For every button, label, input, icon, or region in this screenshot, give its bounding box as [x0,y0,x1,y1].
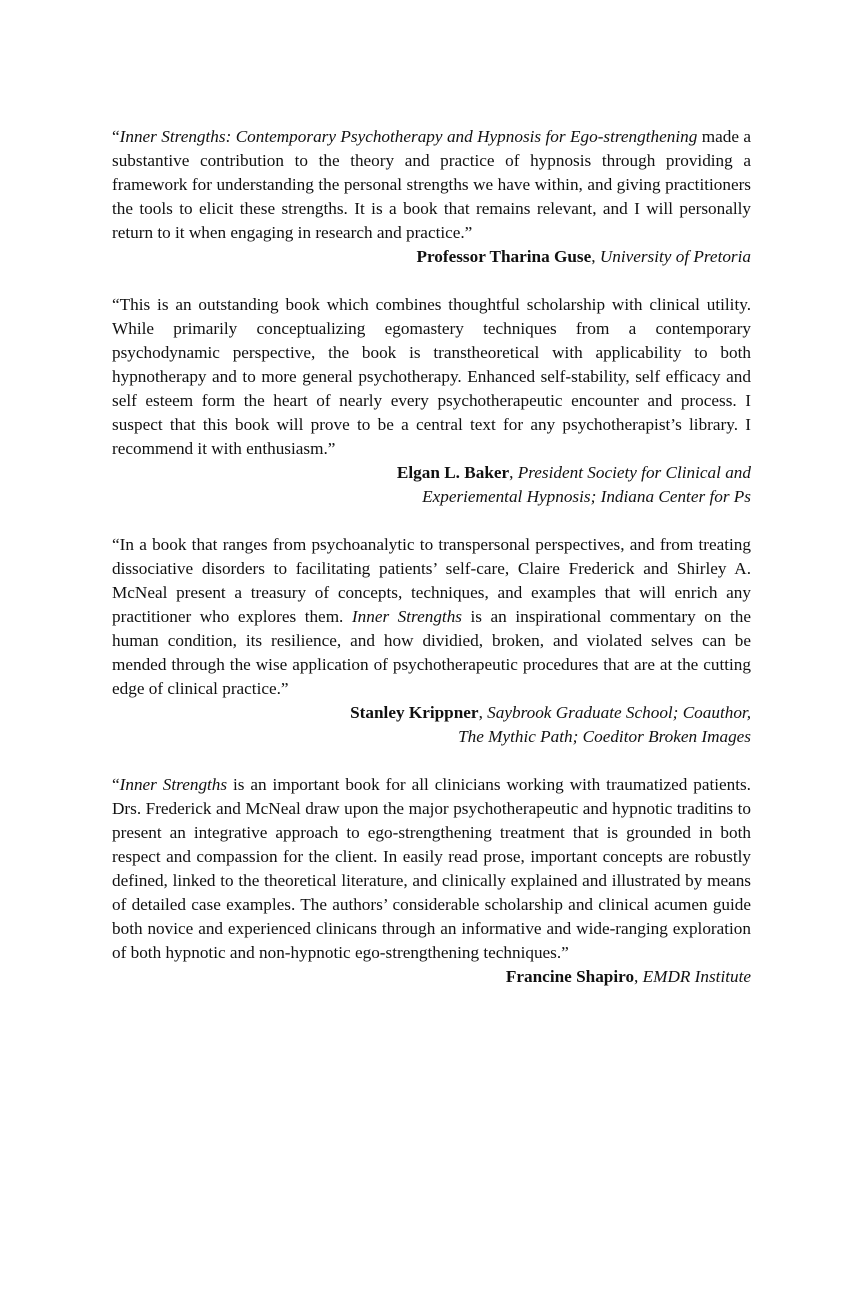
book-title: Inner Strengths [351,607,462,626]
quote-open-mark: “ [112,775,120,794]
author-affiliation: President Society for Clinical and [517,463,751,482]
quote-text: “In a book that ranges from psychoanalytic to transpersonal perspectives, and from treating dissociative disorders to facilitating patients’ self-care, Claire Frederick and Shirley A. McNeal present a treasury of concepts, techniques, and examples that will enrich any practitioner who explores them. [112,535,751,626]
testimonial-guse [112,125,751,269]
author-separator: , [591,247,600,266]
author-name: Francine Shapiro [505,967,635,986]
quote-text: is an important book for all clinicians working with traumatized patients. Drs. Frederick and McNeal draw upon the major psychotherapeutic and hypnotic traditins to present an integrative approach to ego-strengthening treatment that is grounded in both respect and compassion for the client. In easily read prose, important concepts are robustly defined, linked to the theoretical literature, and clinically explained and illustrated by means of detailed case examples. The authors’ considerable scholarship and clinical acumen guide both novice and experienced clinicans through an informative and wide-ranging exploration of both hypnotic and non-hypnotic ego-strengthening techniques.” [112,775,751,962]
testimonial-krippner [112,533,751,749]
testimonial-quote [112,773,751,965]
quote-text: “This is an outstanding book which combines thoughtful scholarship with clinical utility. While primarily conceptualizing egomastery techniques from a contemporary psychodynamic perspective, the book is transtheoretical with applicability to both hypnotherapy and to more general psychotherapy. Enhanced self-stability, self efficacy and self esteem form the heart of nearly every psychotherapeutic encounter and process. I suspect that this book will prove to be a central text for any psychotherapist’s library. I recommend it with enthusiasm.” [112,295,751,458]
author-separator: , [634,967,643,986]
testimonial-quote [112,125,751,245]
testimonial-attribution [112,461,751,509]
endorsements-page [112,125,751,1013]
author-affiliation: University of Pretoria [599,247,751,266]
testimonial-quote [112,293,751,461]
testimonial-attribution [112,965,751,989]
book-title: Inner Strengths [119,775,228,794]
quote-open-mark: “ [112,127,120,146]
author-affiliation-continued: The Mythic Path; Coeditor Broken Images [458,727,751,746]
quote-text: made a substantive contribution to the theory and practice of hypnosis through providing a framework for understanding the personal strengths we have within, and giving practitioners the tools to elicit these strengths. It is a book that remains relevant, and I will personally return to it when engaging in research and practice.” [112,127,751,242]
testimonial-attribution [112,245,751,269]
testimonial-baker [112,293,751,509]
quote-text-continued: is an inspirational commentary on the human condition, its resilience, and how dividied, broken, and violated selves can be mended through the wise application of psychotherapeutic procedures that are at the cutting edge of clinical practice.” [112,607,751,698]
testimonial-shapiro [112,773,751,989]
testimonial-quote [112,533,751,701]
author-name: Professor Tharina Guse [416,247,592,266]
book-title: Inner Strengths: Contemporary Psychotherapy and Hypnosis for Ego-strengthening [119,127,698,146]
author-name: Elgan L. Baker [396,463,510,482]
author-affiliation: EMDR Institute [642,967,751,986]
author-affiliation: Saybrook Graduate School; Coauthor, [487,703,751,722]
author-separator: , [509,463,518,482]
testimonial-attribution [112,701,751,749]
author-affiliation-continued: Experiemental Hypnosis; Indiana Center for Ps [422,487,751,506]
author-name: Stanley Krippner [350,703,479,722]
author-separator: , [478,703,488,722]
